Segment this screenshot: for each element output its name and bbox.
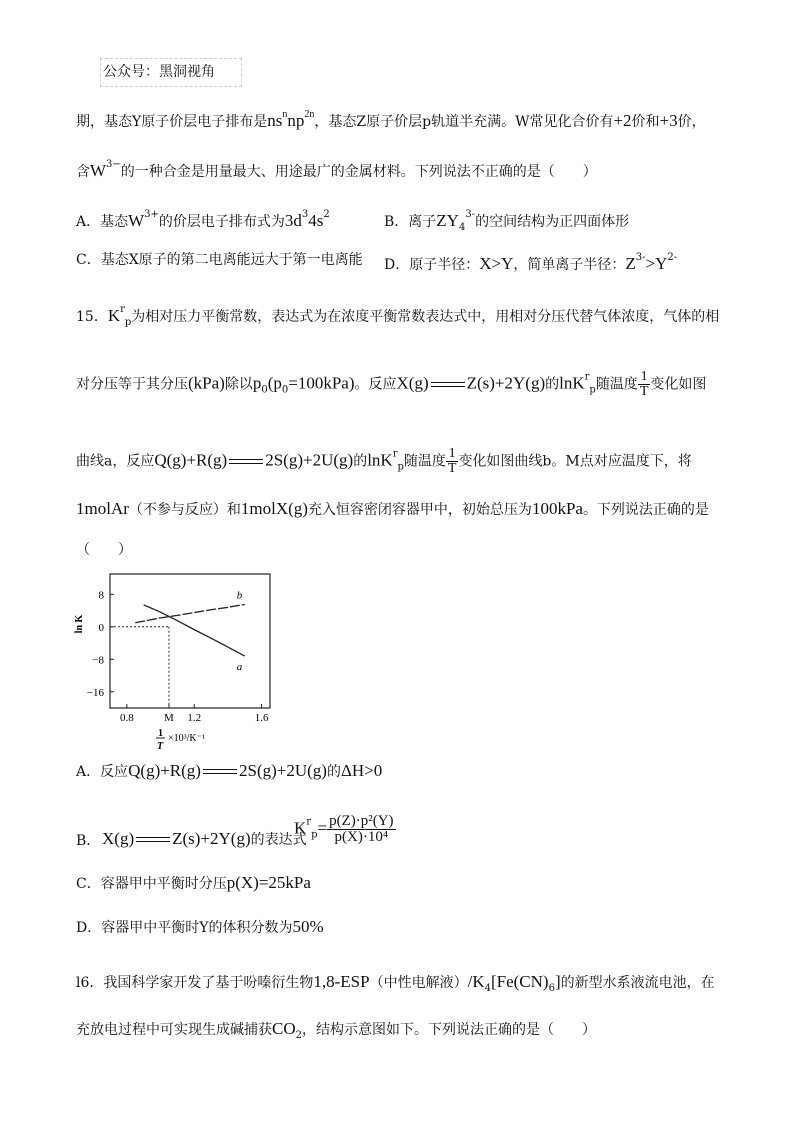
x-tick-label: 1.6 — [254, 712, 269, 724]
equilibrium-arrow-icon — [203, 767, 237, 777]
series-line-b — [135, 604, 244, 622]
q15-l3c: 随温度 — [403, 453, 446, 470]
opt-b-sup: 3- — [465, 209, 476, 220]
fecn-sub: 6 — [548, 983, 555, 994]
q15-l4d: 充入恒容密闭容器甲中，初始总压为 — [307, 502, 532, 518]
opt-d-gt: >Y — [645, 254, 668, 273]
cfg-np: np — [287, 111, 305, 130]
plot-frame — [110, 574, 270, 708]
frac-den-2: T — [447, 461, 457, 476]
q14-line1 — [76, 110, 706, 129]
cfg-2n: 2n — [304, 109, 315, 120]
opt-a-2: 2 — [323, 209, 330, 220]
co2: CO — [272, 1019, 296, 1038]
q14-line2 — [76, 160, 597, 179]
opt-a-label: A．基态 — [76, 214, 129, 230]
opt-a-3d: 3d — [284, 211, 302, 230]
watermark-text: 公众号：黑洞视角 — [103, 64, 215, 80]
q15-number: 15． — [76, 309, 108, 325]
kp-sub: p — [124, 317, 132, 328]
rx2-right: 2S(g)+2U(g) — [265, 450, 354, 470]
q14-l1b: ，基态Z原子价层p轨道半充满。W常见化合价有 — [314, 114, 614, 130]
opt-d-label: D．原子半径： — [384, 257, 480, 273]
opt15-b-ksup: r — [306, 816, 312, 828]
opt-b-ion: ZY — [436, 211, 459, 230]
p0-sub: 0 — [261, 384, 268, 396]
frac-den: T — [639, 384, 649, 399]
q14-l2b: 的一种合金是用量最大、用途最广的金属材料。下列说法不正确的是（ ） — [120, 164, 597, 180]
q16-l1g: 的新型水系液流电池，在 — [560, 975, 715, 991]
kp-expression-fraction — [327, 814, 395, 845]
kp-den: p(X)·10⁴ — [334, 829, 389, 845]
q15-option-a — [76, 762, 382, 779]
series-line-a — [144, 605, 245, 656]
q14-option-b — [384, 210, 629, 233]
q15-l2a: 对分压等于其分压 — [76, 376, 188, 393]
valence-3: +3 — [659, 111, 678, 130]
opt-d-z: Z — [625, 254, 636, 273]
q15-l2f: 变化如图 — [650, 376, 707, 393]
q15-option-d — [76, 918, 324, 935]
x-axis-fraction-num: 1 — [158, 728, 163, 739]
opt-d-r1: X>Y — [479, 254, 514, 273]
q16-l1a: l6．我国科学家开发了基于吩嗪衍生物 — [76, 975, 314, 991]
q16-l2a: 充放电过程中可实现生成碱捕获 — [76, 1022, 272, 1038]
opt-d-zsup: 3- — [635, 252, 646, 263]
q14-l1a: 期，基态Y原子价层电子排布是 — [76, 114, 268, 130]
opt-b-sub: 4 — [458, 222, 466, 233]
q15-l1: 为相对压力平衡常数，表达式为在浓度平衡常数表达式中，用相对分压代替气体浓度，气体的相 — [131, 309, 720, 325]
x-amount: 1molX(g) — [240, 499, 308, 518]
q14-option-c: C．基态X原子的第二电离能远大于第一电离能 — [76, 252, 363, 268]
opt15-b-left: X(g) — [102, 829, 135, 848]
opt15-c-label: C．容器甲中平衡时分压 — [76, 876, 227, 892]
q15-l3b: 的 — [353, 453, 368, 470]
q15-l3a: 曲线a，反应 — [76, 453, 155, 470]
q16-line2 — [76, 1020, 596, 1041]
ar-amount: 1molAr — [76, 499, 129, 518]
fecn-close: ] — [554, 972, 561, 991]
x-tick-label: 1.2 — [187, 712, 202, 724]
q15-l3d: 变化如图曲线b。M点对应温度下，将 — [458, 453, 692, 470]
inv-t-fraction-2 — [446, 447, 459, 476]
kp-sup: r — [120, 304, 125, 315]
lnk-b: lnK — [367, 450, 393, 470]
valence-2: +2 — [613, 111, 632, 130]
x-tick-label: 0.8 — [119, 712, 134, 724]
q14-l1d: 价， — [677, 114, 706, 130]
opt15-a-dh: ΔH>0 — [340, 761, 383, 780]
opt-b-label: B．离子 — [384, 214, 437, 230]
q14-option-a — [76, 210, 330, 229]
q14-option-d — [384, 253, 677, 272]
q15-l4f: 。下列说法正确的是 — [582, 502, 709, 518]
series-label-b: b — [236, 589, 243, 602]
opt-d-mid: ，简单离子半径： — [513, 257, 626, 273]
unit-kpa: (kPa) — [188, 373, 225, 393]
opt-a-w: W — [128, 211, 145, 230]
y-axis-label: ln K — [74, 614, 85, 634]
y-tick-label: −16 — [86, 686, 104, 699]
opt-d-ysup: 2- — [667, 252, 678, 263]
opt15-a-left: Q(g)+R(g) — [128, 761, 201, 780]
opt15-b-mid: 的表达式 — [250, 832, 307, 848]
opt15-d-val: 50% — [292, 917, 324, 936]
frac-num-2: 1 — [446, 447, 459, 462]
q15-line5: （ ） — [76, 542, 132, 558]
q16-l2b: ，结构示意图如下。下列说法正确的是（ ） — [302, 1022, 596, 1038]
cfg-ns: ns — [267, 111, 283, 130]
lnk-a-sub: p — [589, 384, 596, 396]
total-pressure: 100kPa — [531, 499, 583, 518]
equilibrium-arrow-icon — [431, 380, 465, 390]
k4-sub: 4 — [484, 983, 491, 994]
opt15-d-label: D．容器甲中平衡时Y的体积分数为 — [76, 920, 293, 936]
q15-l2c: 。反应 — [354, 376, 397, 393]
q15-l2b: 除以 — [224, 376, 253, 393]
opt15-b-ksub: p — [311, 829, 318, 841]
p0val-sub: 0 — [281, 384, 289, 396]
rx1-right: Z(s)+2Y(g) — [466, 373, 546, 393]
rx1-left: X(g) — [396, 373, 429, 393]
rx2-left: Q(g)+R(g) — [154, 450, 228, 470]
watermark — [100, 58, 242, 87]
opt-a-mid: 的价层电子排布式为 — [158, 214, 285, 230]
lnk-vs-invT-chart — [70, 562, 280, 750]
q15-l2d: 的 — [545, 376, 560, 393]
y-tick-label: 0 — [98, 621, 104, 634]
opt-b-post: 的空间结构为正四面体形 — [475, 214, 630, 230]
opt-a-4s: 4s — [308, 211, 324, 230]
q15-l2e: 随温度 — [595, 376, 638, 393]
equilibrium-arrow-icon — [229, 457, 263, 467]
cfg-n: n — [282, 109, 288, 120]
opt15-a-right: 2S(g)+2U(g) — [238, 761, 327, 780]
p0val-rest: =100kPa) — [288, 373, 355, 393]
q15-l4b: （不参与反应）和 — [128, 502, 241, 518]
opt15-c-val: p(X)=25kPa — [226, 873, 311, 892]
opt15-a-label: A．反应 — [76, 764, 129, 780]
opt-a-3: 3 — [301, 209, 309, 220]
p0: p — [252, 373, 262, 393]
config-y — [267, 111, 314, 130]
opt15-b-right: Z(s)+2Y(g) — [172, 829, 251, 848]
q15-line4 — [76, 500, 709, 517]
q15-line1 — [76, 305, 719, 328]
equilibrium-arrow-icon — [136, 835, 170, 845]
kp-symbol: K — [107, 306, 121, 325]
opt15-b-label: B． — [76, 833, 101, 849]
lnk-b-sub: p — [397, 461, 404, 473]
w-symbol: W — [90, 161, 107, 180]
series-label-a: a — [236, 661, 243, 674]
q15-line3 — [76, 447, 692, 476]
opt-a-wsup: 3+ — [144, 209, 159, 220]
y-tick-label: −8 — [92, 654, 104, 667]
x-axis-label: ×10³/K⁻¹ — [168, 733, 205, 744]
x-tick-label: M — [164, 712, 174, 724]
q16-line1 — [76, 973, 715, 994]
lnk-b-sup: r — [392, 448, 398, 460]
q14-l1c: 价和 — [631, 114, 660, 130]
lnk-a: lnK — [559, 373, 585, 393]
w-charge: 3− — [106, 159, 121, 170]
q14-l2a: 含 — [76, 164, 90, 180]
x-axis-fraction-den: T — [157, 741, 164, 750]
q16-l1c: （中性电解液） — [369, 975, 468, 991]
k4: /K — [467, 972, 485, 991]
q15-option-c — [76, 874, 311, 891]
kp-num: p(Z)·p²(Y) — [329, 813, 394, 829]
esp: 1,8-ESP — [313, 972, 370, 991]
q15-line2 — [76, 370, 706, 399]
co2-sub: 2 — [295, 1030, 302, 1041]
lnk-a-sup: r — [584, 371, 590, 383]
p0val: (p — [267, 373, 282, 393]
y-tick-label: 8 — [98, 589, 104, 602]
opt15-b-k: K — [294, 818, 307, 838]
opt15-a-de: 的 — [326, 764, 341, 780]
inv-t-fraction — [638, 370, 651, 399]
fecn: [Fe(CN) — [490, 972, 549, 991]
frac-num: 1 — [638, 370, 651, 385]
